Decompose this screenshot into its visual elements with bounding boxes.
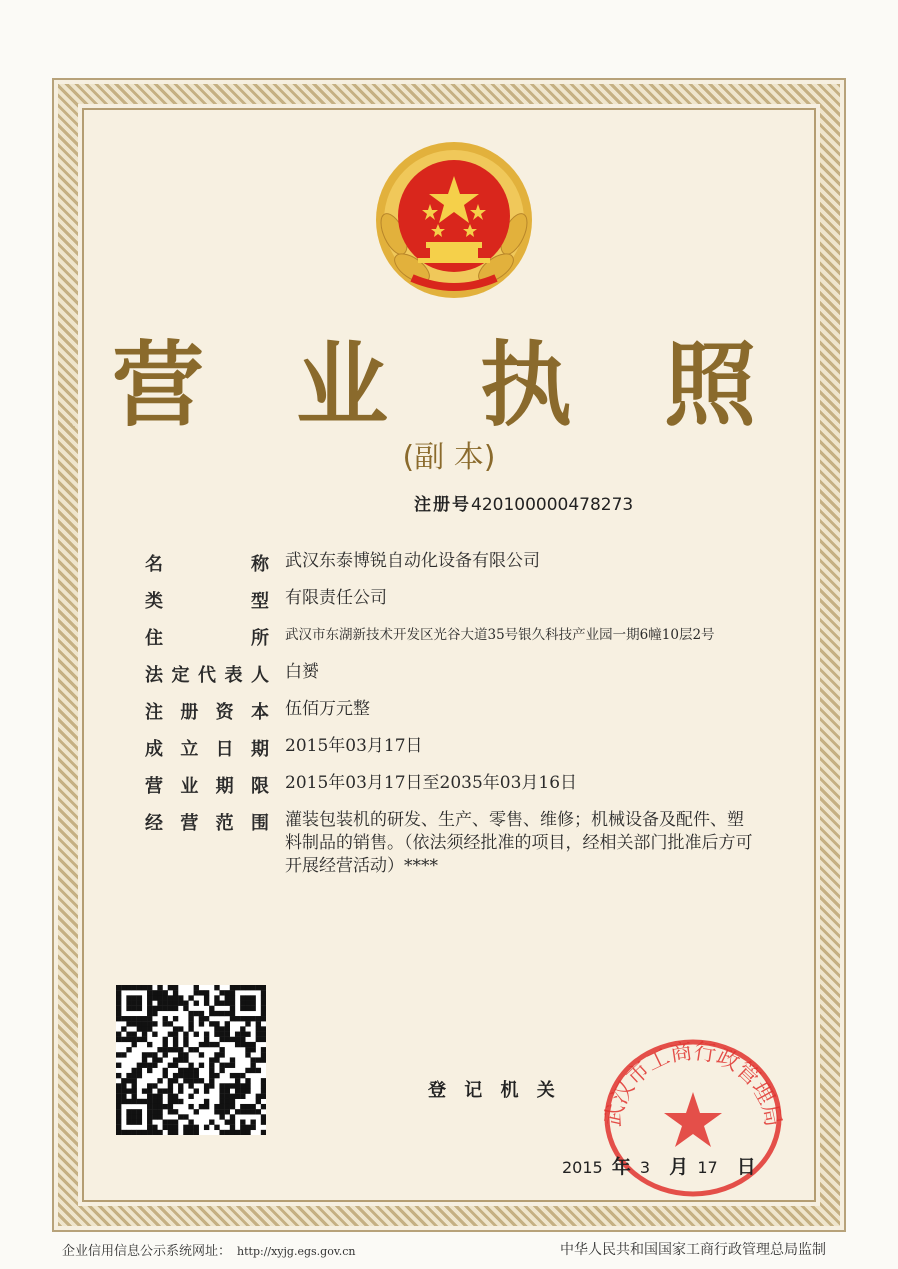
issue-year: 2015	[562, 1158, 603, 1177]
day-unit: 日	[736, 1156, 756, 1178]
footer-website-link[interactable]: http://xyjg.egs.gov.cn	[237, 1245, 356, 1258]
label-char: 称	[251, 554, 269, 575]
field-label	[145, 698, 269, 724]
document-title: 营 业 执 照	[111, 331, 787, 439]
field-label	[145, 735, 269, 761]
field-business-term	[145, 772, 765, 798]
field-label	[145, 550, 269, 576]
field-label	[145, 624, 269, 650]
field-value-registered-capital: 伍佰万元整	[285, 699, 370, 719]
label-char: 本	[250, 702, 269, 723]
registration-number-value: 420100000478273	[471, 495, 634, 515]
field-value-business-scope: 灌装包装机的研发、生产、零售、维修；机械设备及配件、塑料制品的销售。（依法须经批准的项目，经相关部门批准后方可开展经营活动）****	[285, 810, 753, 876]
field-value-business-term: 2015年03月17日至2035年03月16日	[285, 773, 578, 793]
label-char: 日	[215, 739, 234, 760]
label-char: 住	[145, 628, 163, 649]
month-unit: 月	[669, 1156, 689, 1178]
registration-number	[414, 490, 633, 515]
field-label	[145, 661, 269, 687]
field-value-company-type: 有限责任公司	[285, 588, 387, 608]
label-char: 营	[145, 776, 163, 797]
label-char: 营	[180, 813, 199, 834]
label-char: 法	[145, 665, 163, 686]
field-value-company-name: 武汉东泰博锐自动化设备有限公司	[285, 551, 540, 571]
field-label	[145, 772, 269, 798]
label-char: 成	[145, 739, 163, 760]
label-char: 人	[251, 665, 269, 686]
field-business-scope	[145, 809, 755, 878]
seal-text: 武汉市工商行政管理局	[600, 1039, 786, 1129]
footer-website-label: 企业信用信息公示系统网址：	[62, 1244, 232, 1259]
label-char: 注	[145, 702, 163, 723]
issue-day: 17	[697, 1158, 718, 1177]
issue-date	[562, 1152, 760, 1179]
field-value-address: 武汉市东湖新技术开发区光谷大道35号银久科技产业园一期6幢10层2号	[285, 627, 715, 643]
label-char: 范	[215, 813, 234, 834]
year-unit: 年	[611, 1156, 631, 1178]
field-value-establishment-date: 2015年03月17日	[285, 736, 423, 756]
label-char: 经	[145, 813, 163, 834]
field-type	[145, 587, 765, 613]
label-char: 期	[250, 739, 269, 760]
field-registered-capital	[145, 698, 765, 724]
field-name	[145, 550, 765, 576]
field-label	[145, 809, 269, 878]
label-char: 册	[180, 702, 199, 723]
label-char: 围	[250, 813, 269, 834]
registration-number-label: 注册号	[414, 495, 471, 515]
label-char: 限	[250, 776, 269, 797]
field-establishment-date	[145, 735, 765, 761]
label-char: 所	[251, 628, 269, 649]
field-value-legal-representative: 白赟	[285, 662, 319, 682]
label-char: 期	[215, 776, 234, 797]
label-char: 立	[180, 739, 199, 760]
issue-month: 3	[639, 1158, 651, 1177]
document-subtitle: (副 本)	[402, 440, 496, 475]
label-char: 类	[145, 591, 163, 612]
label-char: 型	[251, 591, 269, 612]
label-char: 定	[171, 665, 190, 686]
footer-issuer: 中华人民共和国国家工商行政管理总局监制	[560, 1242, 826, 1258]
field-address	[145, 624, 765, 650]
footer-website	[62, 1240, 355, 1259]
label-char: 代	[198, 665, 216, 686]
qr-code-icon[interactable]	[116, 985, 266, 1135]
field-label	[145, 587, 269, 613]
label-char: 名	[145, 554, 163, 575]
label-char: 表	[224, 665, 243, 686]
registration-authority-label: 登 记 机 关	[428, 1080, 561, 1101]
field-legal-representative	[145, 661, 765, 687]
national-emblem-icon	[372, 138, 536, 302]
label-char: 业	[180, 776, 199, 797]
label-char: 资	[215, 702, 234, 723]
